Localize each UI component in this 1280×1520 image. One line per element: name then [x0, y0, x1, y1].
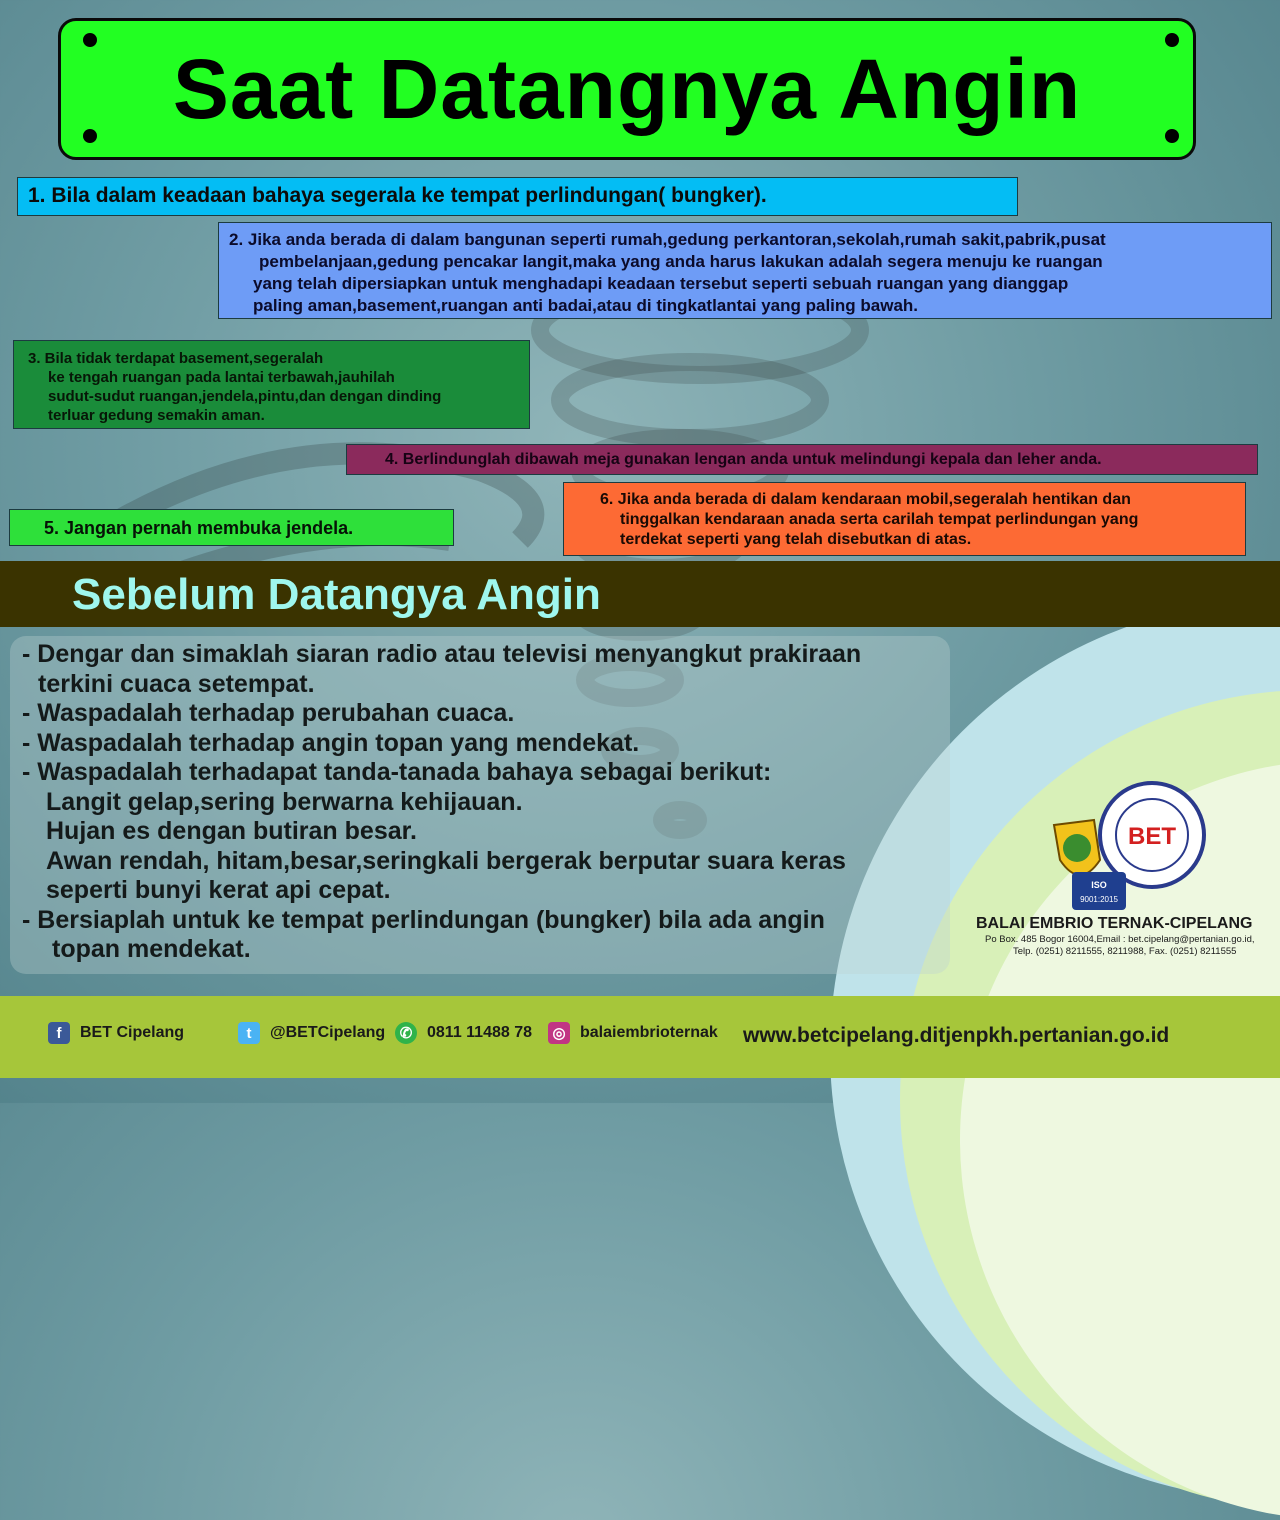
facebook-link[interactable] — [48, 1022, 184, 1044]
list-item: Awan rendah, hitam,besar,seringkali bergerak berputar suara keras — [46, 846, 846, 875]
svg-text:9001:2015: 9001:2015 — [1080, 895, 1118, 904]
list-item: - Dengar dan simaklah siaran radio atau televisi menyangkut prakiraan — [22, 640, 862, 668]
iso-badge-icon — [1072, 872, 1126, 910]
instruction-line: 6. Jika anda berada di dalam kendaraan mobil,segeralah hentikan dan — [600, 491, 1131, 508]
instruction-line: pembelanjaan,gedung pencakar langit,maka yang anda harus lakukan adalah segera menuju ke ruangan — [259, 252, 1103, 271]
instruction-line: terluar gedung semakin aman. — [48, 407, 265, 424]
bet-logo-icon — [1100, 783, 1204, 887]
list-item: seperti bunyi kerat api cepat. — [46, 876, 391, 904]
instagram-label: balaiembrioternak — [580, 1024, 718, 1041]
page-title: Saat Datangnya Angin — [172, 42, 1082, 136]
whatsapp-icon: ✆ — [395, 1022, 417, 1044]
org-address — [985, 934, 1255, 958]
ministry-emblem-icon — [1054, 820, 1100, 875]
list-item: - Waspadalah terhadap angin topan yang mendekat. — [22, 728, 640, 757]
instruction-line: 2. Jika anda berada di dalam bangunan seperti rumah,gedung perkantoran,sekolah,rumah sakit,pabrik,pusat — [229, 230, 1106, 249]
website-link[interactable]: www.betcipelang.ditjenpkh.pertanian.go.id — [743, 1024, 1170, 1047]
list-item: - Bersiaplah untuk ke tempat perlindungan (bungker) bila ada angin — [22, 905, 825, 934]
list-item: - Waspadalah terhadap perubahan cuaca. — [22, 699, 515, 727]
twitter-label: @BETCipelang — [270, 1024, 386, 1041]
instruction-1: 1. Bila dalam keadaan bahaya segerala ke tempat perlindungan( bungker). — [17, 177, 1018, 216]
instagram-link[interactable] — [548, 1022, 718, 1044]
list-item: Langit gelap,sering berwarna kehijauan. — [46, 787, 523, 816]
twitter-icon: t — [238, 1022, 260, 1044]
instruction-line: yang telah dipersiapkan untuk menghadapi keadaan tersebut seperti sebuah ruangan yang dianggap — [253, 274, 1069, 293]
title-banner — [58, 18, 1196, 160]
list-item: topan mendekat. — [52, 935, 251, 963]
instruction-line: tinggalkan kendaraan anada serta carilah tempat perlindungan yang — [620, 511, 1139, 528]
instruction-6 — [563, 482, 1246, 556]
instruction-line: terdekat seperti yang telah disebutkan di atas. — [620, 531, 972, 548]
list-item: terkini cuaca setempat. — [38, 669, 315, 698]
instruction-line: paling aman,basement,ruangan anti badai,atau di tingkatlantai yang paling bawah. — [253, 296, 919, 315]
section-title: Sebelum Datangya Angin — [72, 570, 601, 619]
svg-text:ISO: ISO — [1091, 880, 1107, 890]
facebook-label: BET Cipelang — [80, 1024, 185, 1041]
instruction-4: 4. Berlindunglah dibawah meja gunakan lengan anda untuk melindungi kepala dan leher anda. — [346, 444, 1258, 475]
instruction-2 — [218, 222, 1272, 319]
before-list — [22, 640, 861, 965]
twitter-link[interactable] — [238, 1022, 385, 1044]
instagram-icon: ◎ — [548, 1022, 570, 1044]
instruction-5: 5. Jangan pernah membuka jendela. — [9, 509, 454, 546]
instruction-line: 3. Bila tidak terdapat basement,segeralah — [28, 350, 324, 367]
whatsapp-label: 0811 11488 78 — [427, 1024, 533, 1041]
instruction-3 — [13, 340, 530, 429]
list-item: - Waspadalah terhadapat tanda-tanada bahaya sebagai berikut: — [22, 758, 772, 786]
org-address-line: Telp. (0251) 8211555, 8211988, Fax. (0251) 8211555 — [1013, 946, 1237, 957]
instruction-line: sudut-sudut ruangan,jendela,pintu,dan dengan dinding — [48, 388, 442, 405]
org-logos — [1040, 780, 1220, 915]
whatsapp-link[interactable] — [395, 1022, 532, 1044]
instruction-line: ke tengah ruangan pada lantai terbawah,jauhilah — [48, 369, 395, 386]
org-name: BALAI EMBRIO TERNAK-CIPELANG — [976, 915, 1253, 932]
org-address-line: Po Box. 485 Bogor 16004,Email : bet.cipelang@pertanian.go.id, — [985, 934, 1255, 945]
svg-text:BET: BET — [1128, 823, 1176, 850]
list-item: Hujan es dengan butiran besar. — [46, 817, 417, 845]
facebook-icon: f — [48, 1022, 70, 1044]
